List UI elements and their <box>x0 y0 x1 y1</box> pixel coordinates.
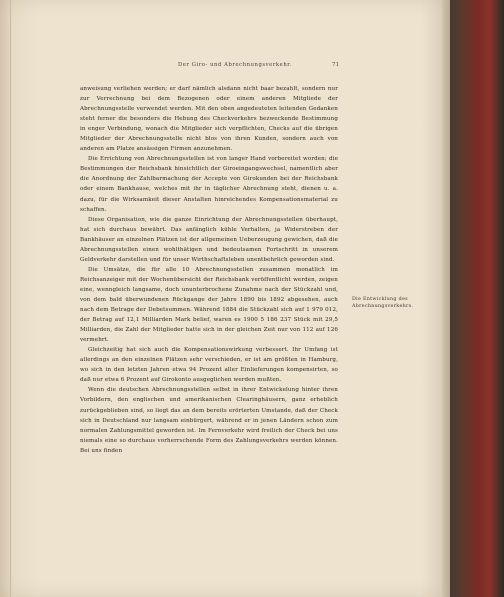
book-spine <box>447 0 504 597</box>
paragraph: Die Umsätze, die für alle 10 Abrechnungsstellen zusammen monatlich im Reichsanzeiger mit der Wochenübersicht der Reichsbank veröffentlicht werden, zeigen eine, wenngleich langsame, doch ununterbrochene Zunahme nach der Stückzahl und, von dem bald überwundenen Rückgange der Jahre 1890 bis 1892 abgesehen, auch nach dem Betrage der Debetsummen. Während 1884 die Stückzahl sich auf 1 979 012, der Betrag auf 12,1 Milliarden Mark belief, waren es 1900 5 186 237 Stück mit 29,5 Milliarden, die Zahl der Mitglieder hatte sich in der gleichen Zeit nur von 112 auf 126 vermehrt. <box>80 266 338 344</box>
running-head: Der Giro- und Abrechnungsverkehr. <box>177 62 293 68</box>
paragraph: Die Errichtung von Abrechnungsstellen ist von langer Hand vorbereitet worden; die Bestimmungen der Reichsbank hinsichtlich der Giroeingangswechsel, namentlich aber die Anordnung der Zahlbarmachung der Accepte von Girokunden bei der Reichsbank oder einem Bankhause, welches mit ihr in täglicher Abrechnung steht, dienen u. a. dazu, für die Wirksamkeit dieser Anstalten hinreichendes Kompensationsmaterial zu schaffen. <box>80 156 338 213</box>
page-number: 71 <box>332 62 340 68</box>
body-text <box>80 84 338 456</box>
paragraph: Diese Organisation, wie die ganze Einrichtung der Abrechnungsstellen überhaupt, hat sich durchaus bewährt. Das anfänglich kühle Verhalten, ja Widerstreben der Bankhäuser an einzelnen Plätzen ist der allgemeinen Ueberzeugung gewichen, daß die Abrechnungsstellen einen wohlthätigen und bedeutsamen Fortschritt in unserem Geldverkehr darstellen und für unser Wirthschaftsleben unentbehrlich geworden sind. <box>80 216 338 263</box>
paragraph: Wenn die deutschen Abrechnungsstellen selbst in ihrer Entwickelung hinter ihren Vorbildern, den englischen und amerikanischen Clearinghäusern, ganz erheblich zurückgeblieben sind, so liegt das an dem bereits erörterten Umstande, daß der Check sich in Deutschland nur langsam einbürgert, während er in jenen Ländern schon zum normalen Zahlungsmittel geworden ist. Im Fernverkehr wird freilich der Check bei uns niemals eine so durchaus vorherrschende Form des Zahlungsverkehrs werden können. Bei uns finden <box>80 387 338 454</box>
gutter-line <box>10 0 11 597</box>
marginal-note: Die Entwicklung des Abrechnungsverkehrs. <box>352 297 414 310</box>
paragraph: anweisung verliehen werden; er darf nämlich alsdann nicht baar bezahlt, sondern nur zur Verrechnung bei dem Bezogenen oder einem anderen Mitgliede der Abrechnungsstelle verwendet werden. Mit den oben angedeuteten leitenden Gedanken steht ferner die besonders die Hebung des Checkverkehrs bezweckende Bestimmung in enger Verbindung, wonach die Mitglieder sich verpflichten, Checks auf die übrigen Mitglieder der Abrechnungsstelle nicht blos von ihren Kunden, sondern auch von anderen am Platze ansässigen Firmen anzunehmen. <box>80 86 338 153</box>
paragraph: Gleichzeitig hat sich auch die Kompensationswirkung verbessert. Ihr Umfang ist allerdings an den einzelnen Plätzen sehr verschieden, er ist am größten in Hamburg, wo sich in den letzten Jahren etwa 94 Prozent aller Einlieferungen kompensirten, so daß nur etwa 6 Prozent auf Girokonto ausgeglichen werden mußten. <box>80 347 338 384</box>
